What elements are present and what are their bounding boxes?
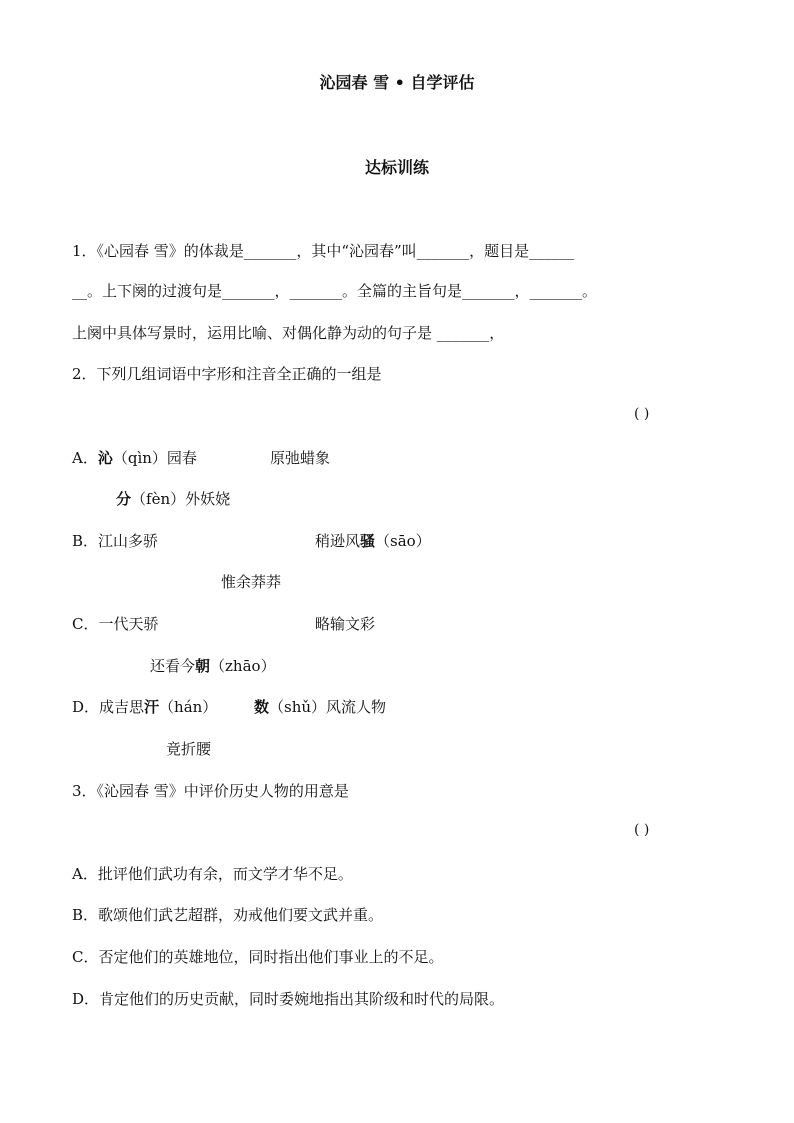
question-2-option-b: B．江山多骄 bbox=[72, 532, 159, 550]
question-2-stem: 2．下列几组词语中字形和注音全正确的一组是 bbox=[72, 365, 382, 383]
option-c-word-3 bbox=[150, 656, 276, 676]
option-a-bold-char-3: 分 bbox=[116, 490, 132, 508]
question-1-line-1: 1．《心园春 雪》的体裁是_______，其中“沁园春”叫_______，题目是______ bbox=[72, 242, 575, 260]
option-b-word-2 bbox=[315, 531, 431, 551]
option-a-bold-char: 沁 bbox=[97, 449, 113, 467]
question-1-line-2: __。上下阕的过渡句是_______，_______。全篇的主旨句是_______，_______。 bbox=[72, 282, 598, 300]
question-2-option-c: C．一代天骄 bbox=[72, 615, 159, 633]
page-title: 沁园春 雪 • 自学评估 bbox=[319, 73, 475, 92]
question-3-option-b: B．歌颂他们武艺超群，劝戒他们要文武并重。 bbox=[72, 906, 384, 924]
option-a-pinyin-3: （fèn）外妖娆 bbox=[131, 490, 231, 508]
option-d-word-3: 竟折腰 bbox=[166, 740, 212, 758]
option-c-pinyin: （zhāo） bbox=[210, 657, 276, 675]
option-d-bold-char-2: 数 bbox=[254, 698, 270, 716]
question-1-line-3: 上阕中具体写景时，运用比喻、对偶化静为动的句子是 _______， bbox=[72, 324, 505, 342]
question-3-option-d: D．肯定他们的历史贡献，同时委婉地指出其阶级和时代的局限。 bbox=[72, 990, 505, 1008]
option-d-pinyin: （hán） bbox=[159, 698, 218, 716]
option-c-bold-char: 朝 bbox=[195, 657, 211, 675]
question-3-option-c: C．否定他们的英雄地位，同时指出他们事业上的不足。 bbox=[72, 948, 444, 966]
option-d-pinyin-2: （shǔ）风流人物 bbox=[269, 698, 387, 716]
option-c-word-3-pre: 还看今 bbox=[150, 657, 196, 675]
option-b-word-3: 惟余莽莽 bbox=[221, 573, 282, 591]
question-2-option-a bbox=[72, 448, 197, 468]
option-b-bold-char: 骚 bbox=[360, 532, 376, 550]
option-d-bold-char: 汗 bbox=[144, 698, 160, 716]
question-3-stem: 3．《沁园春 雪》中评价历史人物的用意是 bbox=[72, 782, 349, 800]
option-d-pre: D．成吉思 bbox=[72, 698, 145, 716]
question-2-option-d bbox=[72, 697, 217, 717]
option-c-word-2: 略输文彩 bbox=[315, 615, 376, 633]
question-2-answer-paren: ( ) bbox=[634, 406, 650, 422]
option-b-pinyin: （sāo） bbox=[375, 532, 431, 550]
option-a-pinyin: （qìn）园春 bbox=[112, 449, 197, 467]
option-d-word-2 bbox=[254, 697, 386, 717]
option-a-word-2: 原弛蜡象 bbox=[270, 449, 331, 467]
option-b-word-2-pre: 稍逊风 bbox=[315, 532, 361, 550]
section-title: 达标训练 bbox=[364, 158, 429, 177]
option-a-word-3 bbox=[116, 489, 230, 509]
question-3-option-a: A．批评他们武功有余，而文学才华不足。 bbox=[72, 865, 353, 883]
option-a-label: A． bbox=[72, 449, 98, 467]
question-3-answer-paren: ( ) bbox=[634, 822, 650, 838]
